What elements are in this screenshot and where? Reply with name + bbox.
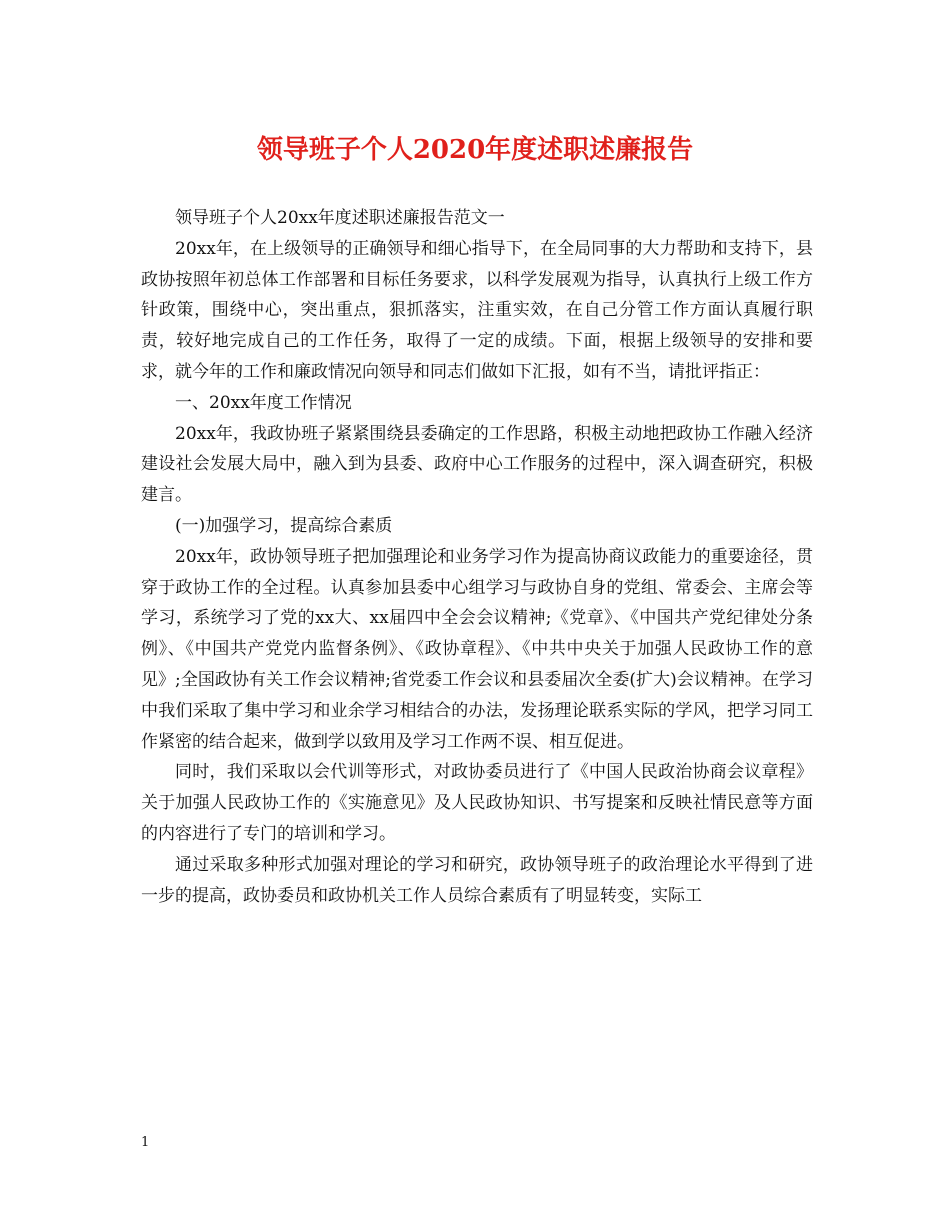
paragraph-subtitle: 领导班子个人20xx年度述职述廉报告范文一 [175, 208, 505, 228]
document-body [141, 203, 813, 911]
page-number: 1 [141, 1135, 150, 1150]
subsection-heading-study: (一)加强学习，提高综合素质 [175, 515, 393, 536]
document-title: 领导班子个人2020年度述职述廉报告 [256, 135, 694, 165]
paragraph-training: 同时，我们采取以会代训等形式，对政协委员进行了《中国人民政治协商会议章程》关于加强人民政协工作的《实施意见》及人民政协知识、书写提案和反映社情民意等方面的内容进行了专门的培训和学习。 [141, 762, 813, 844]
paragraph-intro: 20xx年，在上级领导的正确领导和细心指导下，在全局同事的大力帮助和支持下，县政协按照年初总体工作部署和目标任务要求，以科学发展观为指导，认真执行上级工作方针政策，围绕中心，突出重点，狠抓落实，注重实效，在自己分管工作方面认真履行职责，较好地完成自己的工作任务，取得了一定的成绩。下面，根据上级领导的安排和要求，就今年的工作和廉政情况向领导和同志们做如下汇报，如有不当，请批评指正： [141, 238, 813, 382]
paragraph-work-overview: 20xx年，我政协班子紧紧围绕县委确定的工作思路，积极主动地把政协工作融入经济建设社会发展大局中，融入到为县委、政府中心工作服务的过程中，深入调查研究，积极建言。 [141, 423, 813, 506]
paragraph-results: 通过采取多种形式加强对理论的学习和研究，政协领导班子的政治理论水平得到了进一步的提高，政协委员和政协机关工作人员综合素质有了明显转变，实际工 [141, 854, 813, 906]
paragraph-study: 20xx年，政协领导班子把加强理论和业务学习作为提高协商议政能力的重要途径，贯穿于政协工作的全过程。认真参加县委中心组学习与政协自身的党组、常委会、主席会等学习，系统学习了党的xx大、xx届四中全会会议精神;《党章》、《中国共产党纪律处分条例》、《中国共产党党内监督条例》、《政协章程》、《中共中央关于加强人民政协工作的意见》;全国政协有关工作会议精神;省党委工作会议和县委届次全委(扩大)会议精神。在学习中我们采取了集中学习和业余学习相结合的办法，发扬理论联系实际的学风，把学习同工作紧密的结合起来，做到学以致用及学习工作两不误、相互促进。 [141, 546, 813, 752]
section-heading-work-status: 一、20xx年度工作情况 [175, 392, 352, 413]
